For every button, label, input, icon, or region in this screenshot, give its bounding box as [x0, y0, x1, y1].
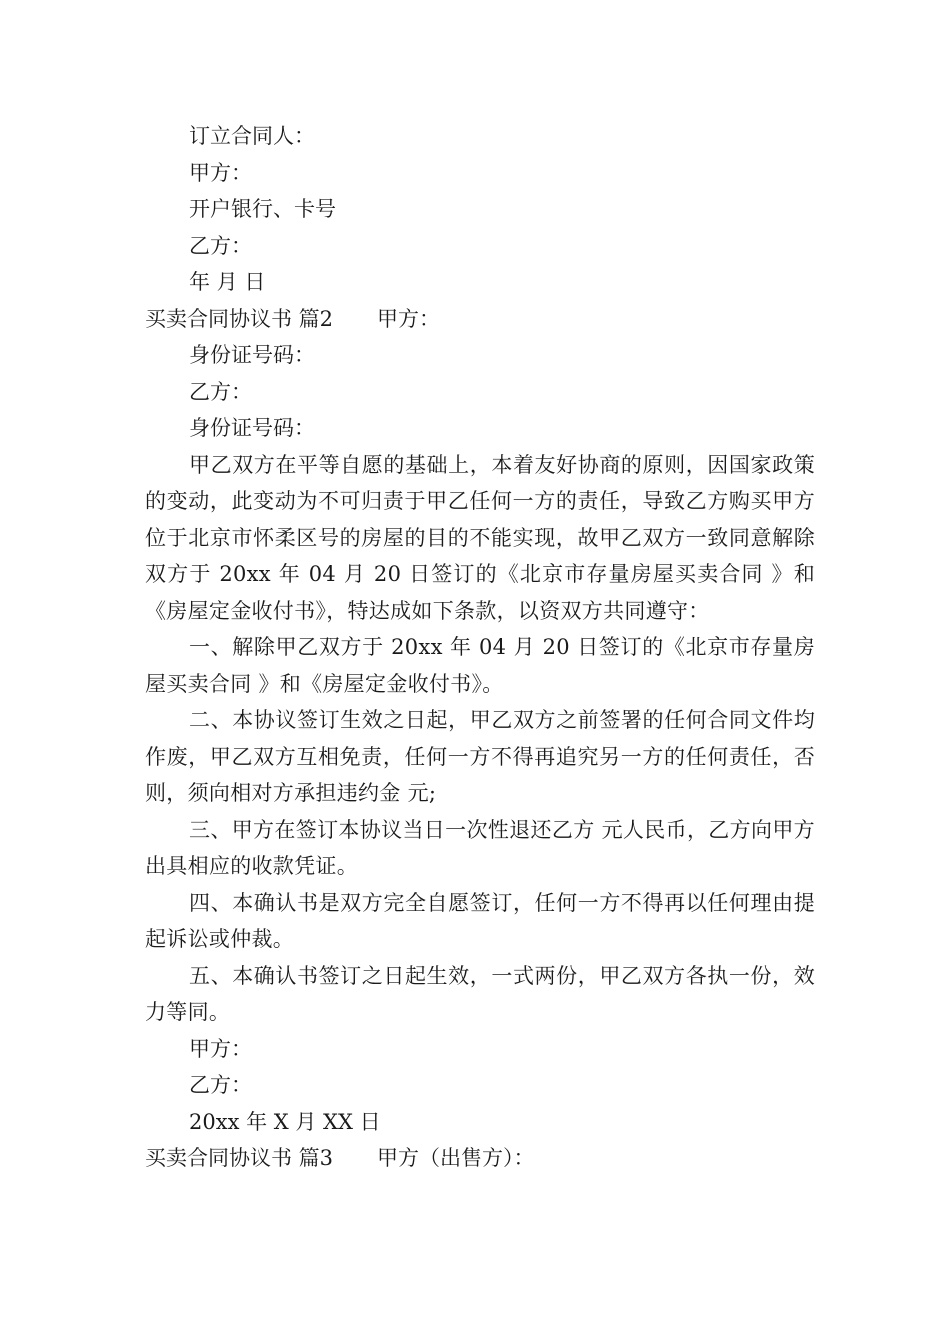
clause-3: 三、甲方在签订本协议当日一次性退还乙方 元人民币，乙方向甲方出具相应的收款凭证。 — [145, 817, 815, 878]
bank-account-label: 开户银行、卡号 — [189, 197, 336, 221]
sign-party-a: 甲方： — [189, 1036, 252, 1061]
id-number-b-label: 身份证号码： — [189, 416, 315, 440]
date-line: 年 月 日 — [189, 270, 266, 294]
section-2-heading: 买卖合同协议书 篇2 — [145, 306, 334, 331]
intro-paragraph: 甲乙双方在平等自愿的基础上，本着友好协商的原则，因国家政策的变动，此变动为不可归责于甲乙任何一方的责任，导致乙方购买甲方位于北京市怀柔区号的房屋的目的不能实现，故甲乙双方一致同意解除双方于 20xx 年 04 月 20 日签订的《北京市存量房屋买卖合同 》和《房屋定金收付书》，特达成如下条款，以资双方共同遵守： — [145, 452, 815, 623]
document-body — [145, 118, 815, 1177]
sign-date: 20xx 年 X 月 XX 日 — [189, 1109, 381, 1134]
section-2-party-a: 甲方： — [377, 306, 441, 331]
section-3-heading-line — [145, 1140, 815, 1177]
sign-party-b: 乙方： — [189, 1073, 252, 1097]
clause-4: 四、本确认书是双方完全自愿签订，任何一方不得再以任何理由提起诉讼或仲裁。 — [145, 890, 815, 951]
clause-2: 二、本协议签订生效之日起，甲乙双方之前签署的任何合同文件均作废，甲乙双方互相免责，任何一方不得再追究另一方的任何责任，否则，须向相对方承担违约金 元; — [145, 708, 815, 805]
signatories-label: 订立合同人： — [189, 124, 315, 148]
clause-5: 五、本确认书签订之日起生效，一式两份，甲乙双方各执一份，效力等同。 — [145, 963, 815, 1024]
party-b-label: 乙方： — [189, 233, 252, 258]
clause-1: 一、解除甲乙双方于 20xx 年 04 月 20 日签订的《北京市存量房屋买卖合同 》和《房屋定金收付书》。 — [145, 635, 815, 696]
section-3-seller-label: 甲方（出售方）： — [377, 1146, 535, 1170]
id-number-a-label: 身份证号码： — [189, 343, 315, 367]
section-2-heading-line — [145, 301, 815, 338]
section-3-heading: 买卖合同协议书 篇3 — [145, 1146, 334, 1170]
party-b-label-2: 乙方： — [189, 379, 252, 404]
party-a-label: 甲方： — [189, 160, 252, 185]
